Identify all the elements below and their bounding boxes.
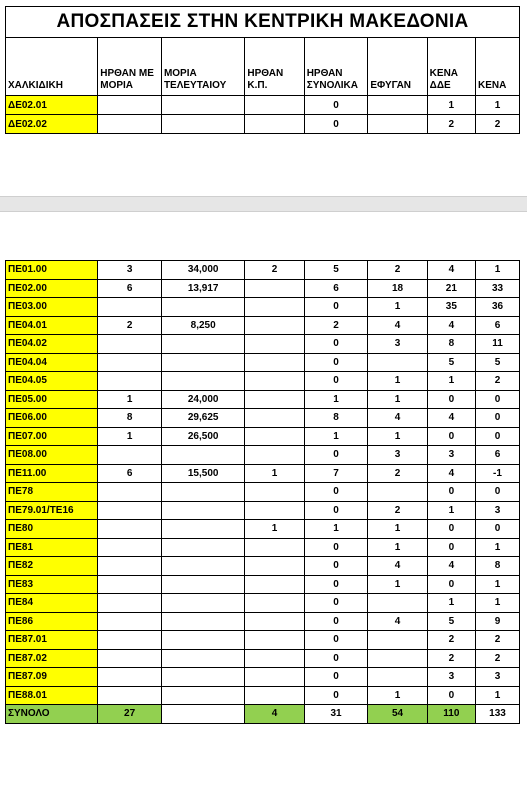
table-cell: [245, 96, 304, 115]
table-cell: 0: [304, 538, 368, 557]
table-cell: [245, 409, 304, 428]
table-cell: 0: [427, 575, 475, 594]
table-cell: [368, 594, 427, 613]
table-row: [6, 464, 520, 483]
specialty-code: ΠΕ79.01/ΤΕ16: [6, 501, 98, 520]
specialty-code: ΠΕ06.00: [6, 409, 98, 428]
table-cell: 1: [476, 261, 520, 280]
table-cell: 0: [476, 427, 520, 446]
table-cell: [368, 115, 427, 134]
table-row: [6, 483, 520, 502]
table-cell: 110: [427, 705, 475, 724]
specialty-code: ΠΕ87.09: [6, 668, 98, 687]
table-cell: 1: [476, 686, 520, 705]
table-cell: 0: [304, 335, 368, 354]
table-cell: [368, 353, 427, 372]
table-cell: 4: [427, 557, 475, 576]
table-cell: 33: [476, 279, 520, 298]
specialty-code: ΠΕ83: [6, 575, 98, 594]
table-cell: 8: [304, 409, 368, 428]
table-cell: 4: [427, 316, 475, 335]
table-cell: [98, 115, 162, 134]
table-cell: [161, 631, 244, 650]
table-cell: 0: [476, 409, 520, 428]
table-cell: 4: [368, 557, 427, 576]
specialty-code: ΠΕ78: [6, 483, 98, 502]
table-cell: 0: [427, 686, 475, 705]
specialty-code: ΠΕ01.00: [6, 261, 98, 280]
table-row: [6, 353, 520, 372]
table-cell: 27: [98, 705, 162, 724]
table-cell: 4: [245, 705, 304, 724]
table-cell: [245, 501, 304, 520]
table-row: [6, 594, 520, 613]
table-cell: 3: [98, 261, 162, 280]
table-cell: [98, 96, 162, 115]
table-cell: 15,500: [161, 464, 244, 483]
table-cell: [161, 115, 244, 134]
table-cell: [161, 446, 244, 465]
specialty-code: ΠΕ11.00: [6, 464, 98, 483]
table-cell: 0: [304, 446, 368, 465]
table-cell: [245, 668, 304, 687]
table-cell: 1: [368, 372, 427, 391]
specialty-code: ΠΕ87.01: [6, 631, 98, 650]
specialty-code: ΠΕ84: [6, 594, 98, 613]
table-cell: 3: [427, 668, 475, 687]
table-cell: [161, 372, 244, 391]
table-cell: 0: [304, 594, 368, 613]
table-cell: [98, 520, 162, 539]
table-cell: 8,250: [161, 316, 244, 335]
table-cell: 1: [368, 538, 427, 557]
table-cell: 0: [304, 557, 368, 576]
table-row: [6, 298, 520, 317]
table-cell: [98, 446, 162, 465]
table-cell: [161, 483, 244, 502]
table-cell: 5: [304, 261, 368, 280]
table-cell: 2: [427, 649, 475, 668]
specialty-code: ΠΕ81: [6, 538, 98, 557]
table-cell: 0: [304, 575, 368, 594]
table-cell: [245, 316, 304, 335]
table-cell: [368, 96, 427, 115]
specialty-table: [5, 260, 520, 724]
table-cell: 3: [427, 446, 475, 465]
table-cell: [161, 705, 244, 724]
table-cell: -1: [476, 464, 520, 483]
table-row: [6, 575, 520, 594]
table-row: [6, 668, 520, 687]
table-cell: [245, 115, 304, 134]
table-cell: 0: [304, 96, 368, 115]
table-cell: 0: [304, 612, 368, 631]
table-cell: 24,000: [161, 390, 244, 409]
table-cell: 8: [427, 335, 475, 354]
table-cell: 0: [304, 115, 368, 134]
table-cell: [245, 594, 304, 613]
table-cell: [98, 557, 162, 576]
table-cell: [368, 483, 427, 502]
table-cell: [161, 557, 244, 576]
table-cell: 8: [476, 557, 520, 576]
table-row: [6, 427, 520, 446]
table-cell: 3: [368, 446, 427, 465]
table-cell: [245, 686, 304, 705]
table-cell: 1: [476, 594, 520, 613]
table-cell: [161, 649, 244, 668]
table-cell: 1: [98, 427, 162, 446]
specialty-code: ΠΕ04.05: [6, 372, 98, 391]
table-cell: 133: [476, 705, 520, 724]
table-cell: 0: [304, 353, 368, 372]
table-row: [6, 612, 520, 631]
table-cell: [245, 298, 304, 317]
table-cell: [161, 501, 244, 520]
table-cell: [245, 612, 304, 631]
table-cell: 2: [245, 261, 304, 280]
table-cell: 8: [98, 409, 162, 428]
table-cell: [161, 335, 244, 354]
specialty-code: ΠΕ04.01: [6, 316, 98, 335]
table-cell: 0: [427, 483, 475, 502]
header-table: [5, 6, 520, 134]
table-row: [6, 279, 520, 298]
table-row: [6, 409, 520, 428]
table-cell: [98, 353, 162, 372]
table-cell: 5: [476, 353, 520, 372]
specialty-code: ΔΕ02.01: [6, 96, 98, 115]
column-header-row: [6, 38, 520, 96]
table-cell: 0: [304, 298, 368, 317]
total-label: ΣΥΝΟΛΟ: [6, 705, 98, 724]
table-row: [6, 631, 520, 650]
table-cell: [161, 575, 244, 594]
table-cell: 4: [368, 612, 427, 631]
table-cell: 1: [368, 520, 427, 539]
table-row: [6, 335, 520, 354]
table-cell: 1: [427, 594, 475, 613]
table-cell: 0: [476, 390, 520, 409]
table-cell: 2: [368, 501, 427, 520]
table-cell: [245, 631, 304, 650]
table-cell: 18: [368, 279, 427, 298]
table-cell: [245, 353, 304, 372]
table-cell: 3: [476, 668, 520, 687]
table-cell: [98, 501, 162, 520]
table-cell: 9: [476, 612, 520, 631]
specialty-code: ΠΕ03.00: [6, 298, 98, 317]
table-cell: 1: [368, 575, 427, 594]
table-cell: 1: [368, 298, 427, 317]
table-row: [6, 446, 520, 465]
column-header: ΧΑΛΚΙΔΙΚΗ: [6, 38, 98, 96]
table-cell: [245, 483, 304, 502]
table-cell: 34,000: [161, 261, 244, 280]
column-header: ΕΦΥΓΑΝ: [368, 38, 427, 96]
table-cell: 4: [427, 261, 475, 280]
table-cell: [161, 594, 244, 613]
table-cell: 6: [476, 446, 520, 465]
table-cell: [161, 96, 244, 115]
table-cell: 6: [98, 464, 162, 483]
table-cell: [98, 538, 162, 557]
table-cell: 6: [476, 316, 520, 335]
table-cell: [368, 649, 427, 668]
table-cell: 4: [427, 464, 475, 483]
table-cell: [98, 335, 162, 354]
table-cell: 0: [427, 390, 475, 409]
table-cell: [161, 520, 244, 539]
table-cell: [98, 631, 162, 650]
table-cell: 29,625: [161, 409, 244, 428]
table-cell: 2: [368, 464, 427, 483]
table-cell: [245, 390, 304, 409]
table-cell: 4: [368, 409, 427, 428]
table-cell: 1: [427, 501, 475, 520]
table-cell: 1: [304, 390, 368, 409]
table-cell: [98, 575, 162, 594]
specialty-code: ΠΕ05.00: [6, 390, 98, 409]
table-cell: 1: [98, 390, 162, 409]
table-cell: [245, 649, 304, 668]
table-cell: 6: [304, 279, 368, 298]
table-cell: 2: [476, 631, 520, 650]
table-cell: 1: [368, 390, 427, 409]
table-cell: 54: [368, 705, 427, 724]
table-cell: 11: [476, 335, 520, 354]
specialty-code: ΠΕ04.04: [6, 353, 98, 372]
table-cell: 0: [304, 649, 368, 668]
table-cell: [245, 335, 304, 354]
specialty-code: ΔΕ02.02: [6, 115, 98, 134]
table-row: [6, 261, 520, 280]
table-cell: [368, 668, 427, 687]
column-header: ΚΕΝΑ: [475, 38, 519, 96]
table-cell: 1: [475, 96, 519, 115]
total-row: [6, 705, 520, 724]
table-cell: [98, 649, 162, 668]
table-row: [6, 316, 520, 335]
table-cell: [161, 298, 244, 317]
table-cell: [161, 686, 244, 705]
column-header: ΗΡΘΑΝ Κ.Π.: [245, 38, 304, 96]
table-row: [6, 538, 520, 557]
column-header: ΚΕΝΑ ΔΔΕ: [427, 38, 475, 96]
table-cell: 2: [475, 115, 519, 134]
table-cell: 2: [304, 316, 368, 335]
column-header: ΗΡΘΑΝ ΜΕ ΜΟΡΙΑ: [98, 38, 162, 96]
table-cell: 0: [427, 427, 475, 446]
table-cell: 36: [476, 298, 520, 317]
table-cell: [245, 427, 304, 446]
table-cell: 2: [98, 316, 162, 335]
table-cell: 0: [427, 520, 475, 539]
specialty-code: ΠΕ80: [6, 520, 98, 539]
table-row: [6, 520, 520, 539]
table-cell: 0: [304, 501, 368, 520]
table-cell: 4: [427, 409, 475, 428]
table-cell: 1: [476, 538, 520, 557]
specialty-code: ΠΕ08.00: [6, 446, 98, 465]
table-row: [6, 557, 520, 576]
table-cell: [245, 557, 304, 576]
table-cell: 0: [304, 372, 368, 391]
table-cell: 0: [304, 668, 368, 687]
table-cell: 1: [368, 427, 427, 446]
page-title: ΑΠΟΣΠΑΣΕΙΣ ΣΤΗΝ ΚΕΝΤΡΙΚΗ ΜΑΚΕΔΟΝΙΑ: [6, 7, 520, 38]
table-cell: 21: [427, 279, 475, 298]
table-cell: [98, 686, 162, 705]
table-cell: [98, 612, 162, 631]
table-cell: 1: [427, 372, 475, 391]
table-cell: 2: [476, 649, 520, 668]
table-cell: 0: [304, 483, 368, 502]
table-cell: 1: [245, 464, 304, 483]
table-cell: [245, 538, 304, 557]
table-cell: [161, 538, 244, 557]
specialty-code: ΠΕ02.00: [6, 279, 98, 298]
page-separator-band: [0, 196, 527, 212]
specialty-code: ΠΕ86: [6, 612, 98, 631]
table-cell: 0: [304, 631, 368, 650]
table-cell: [245, 575, 304, 594]
column-header: ΗΡΘΑΝ ΣΥΝΟΛΙΚΑ: [304, 38, 368, 96]
table-row: [6, 649, 520, 668]
table-cell: [368, 631, 427, 650]
table-cell: 5: [427, 353, 475, 372]
table-cell: 5: [427, 612, 475, 631]
specialty-code: ΠΕ87.02: [6, 649, 98, 668]
table-cell: 1: [368, 686, 427, 705]
table-cell: 2: [476, 372, 520, 391]
table-cell: [245, 446, 304, 465]
table-cell: 6: [98, 279, 162, 298]
table-cell: [98, 372, 162, 391]
table-cell: 4: [368, 316, 427, 335]
table-cell: 7: [304, 464, 368, 483]
table-cell: [161, 668, 244, 687]
table-cell: [98, 483, 162, 502]
table-cell: [161, 353, 244, 372]
table-cell: 2: [368, 261, 427, 280]
table-row: [6, 686, 520, 705]
table-cell: 0: [476, 520, 520, 539]
table-cell: 0: [476, 483, 520, 502]
table-cell: 31: [304, 705, 368, 724]
table-cell: 35: [427, 298, 475, 317]
table-cell: [245, 279, 304, 298]
table-cell: 1: [427, 96, 475, 115]
column-header: ΜΟΡΙΑ ΤΕΛΕΥΤΑΙΟΥ: [161, 38, 244, 96]
specialty-code: ΠΕ04.02: [6, 335, 98, 354]
table-row: [6, 372, 520, 391]
table-cell: 2: [427, 631, 475, 650]
specialty-code: ΠΕ82: [6, 557, 98, 576]
table-row: [6, 115, 520, 134]
table-cell: 3: [476, 501, 520, 520]
table-cell: 1: [304, 427, 368, 446]
table-cell: 13,917: [161, 279, 244, 298]
table-cell: 3: [368, 335, 427, 354]
table-cell: 0: [304, 686, 368, 705]
table-cell: [245, 372, 304, 391]
table-cell: 1: [476, 575, 520, 594]
table-cell: 2: [427, 115, 475, 134]
table-row: [6, 501, 520, 520]
table-cell: [161, 612, 244, 631]
table-cell: 1: [304, 520, 368, 539]
table-cell: [98, 668, 162, 687]
table-cell: 26,500: [161, 427, 244, 446]
specialty-code: ΠΕ88.01: [6, 686, 98, 705]
table-cell: [98, 594, 162, 613]
table-row: [6, 96, 520, 115]
table-cell: [98, 298, 162, 317]
table-cell: 0: [427, 538, 475, 557]
table-cell: 1: [245, 520, 304, 539]
specialty-code: ΠΕ07.00: [6, 427, 98, 446]
table-row: [6, 390, 520, 409]
